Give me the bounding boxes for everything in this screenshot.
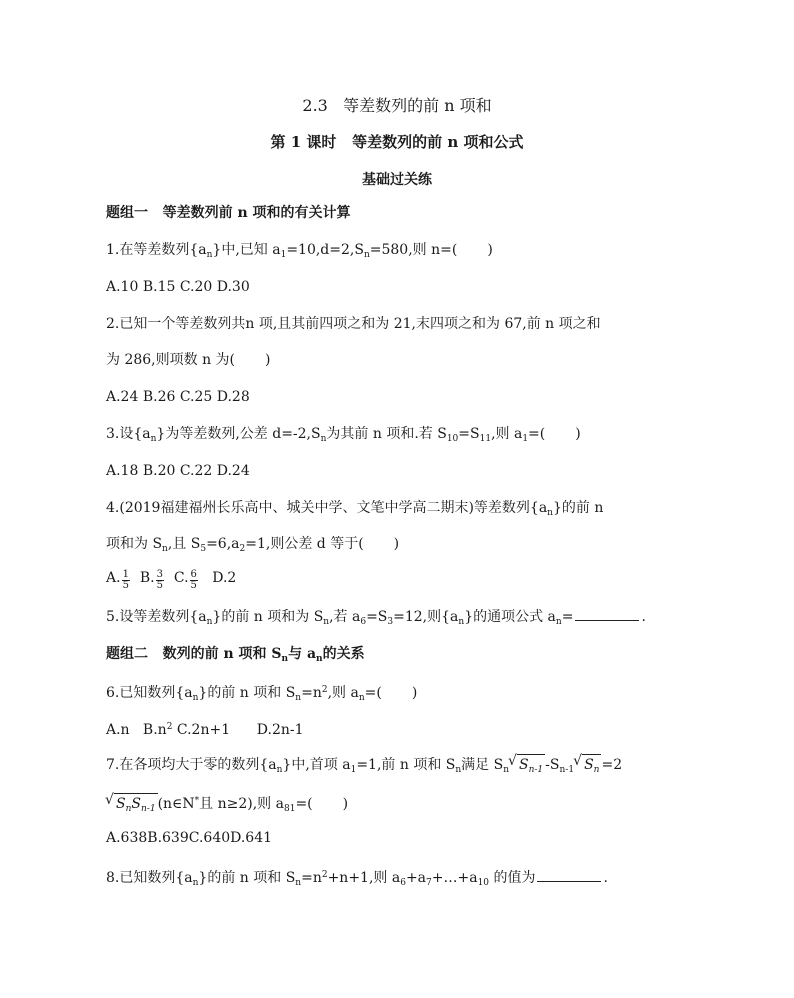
question-2-options: A.24 B.26 C.25 D.28 — [106, 389, 250, 405]
question-4-line-2: 项和为 $S_n$,且 $S_5=6,a_2=1$,则公差 d 等于( ) — [106, 536, 400, 554]
level-title: 基础过关练 — [362, 172, 432, 188]
question-2-line-1: 2.已知一个等差数列共n 项,且其前四项之和为 21,末四项之和为 67,前 n 项之和 — [106, 316, 601, 332]
question-4-line-1: 4.(2019福建福州长乐高中、城关中学、文笔中学高二期末)等差数列$\{a_n\}$的前 n — [106, 500, 604, 518]
question-6-options: A.n $B.n^2$ C.2n+1 D.2n-1 — [106, 722, 304, 738]
question-7-line-1: 7.在各项均大于零的数列$\{a_n\}$中,首项 $a_1=1$,前 n 项和 $S_n$满足 $S_n√$ $S_{n-1}$ $-S_{n-1}√$ $S_n =2$ — [106, 754, 622, 780]
section-title: 2.3 等差数列的前 n 项和 — [302, 96, 492, 115]
question-6: 6.已知数列$\{a_n\}$的前 n 项和 $S_n=n^2$,则 $a_n=$( ) — [106, 685, 418, 703]
question-1-options: A.10 B.15 C.20 D.30 — [106, 279, 250, 295]
question-7-line-2: √ $S_nS_{n-1}$ (n∈N*且 n≥2),则 $a_{81}=$( ) — [106, 791, 348, 819]
lesson-title: 第 1 课时 等差数列的前 n 项和公式 — [270, 133, 524, 151]
question-3-options: A.18 B.20 C.22 D.24 — [106, 463, 250, 479]
group-1-title: 题组一 等差数列前 n 项和的有关计算 — [106, 205, 351, 221]
question-2-line-2: 为 286,则项数 n 为( ) — [106, 352, 271, 368]
question-1: 1.在等差数列$\{a_n\}$中,已知 $a_1=10,d=2,S_n=580$,则 n=( ) — [106, 242, 493, 260]
question-8: 8.已知数列$\{a_n\}$的前 n 项和 $S_n=n^2+n+1$,则 $a_6+a_7+\dots+a_{10}$ 的值为 . — [106, 870, 608, 888]
question-7-options: A.638B.639C.640D.641 — [106, 830, 273, 846]
question-4-options: A. $\frac{1}{5}$ B. $\frac{3}{5}$ C. $\frac{6}{5}$ D.2 — [106, 569, 237, 591]
group-2-title: 题组二 数列的前 n 项和 $S_n$与 $a_n$的关系 — [106, 646, 365, 664]
question-3: 3.设$\{a_n\}$为等差数列,公差 $d=-2,S_n$为其前 n 项和.若 $S_{10}=S_{11}$,则 $a_1=$( ) — [106, 426, 581, 444]
question-5: 5.设等差数列$\{a_n\}$的前 n 项和为 $S_n$,若 $a_6=S_3=12$,则$\{a_n\}$的通项公式 $a_n=$ . — [106, 609, 646, 627]
